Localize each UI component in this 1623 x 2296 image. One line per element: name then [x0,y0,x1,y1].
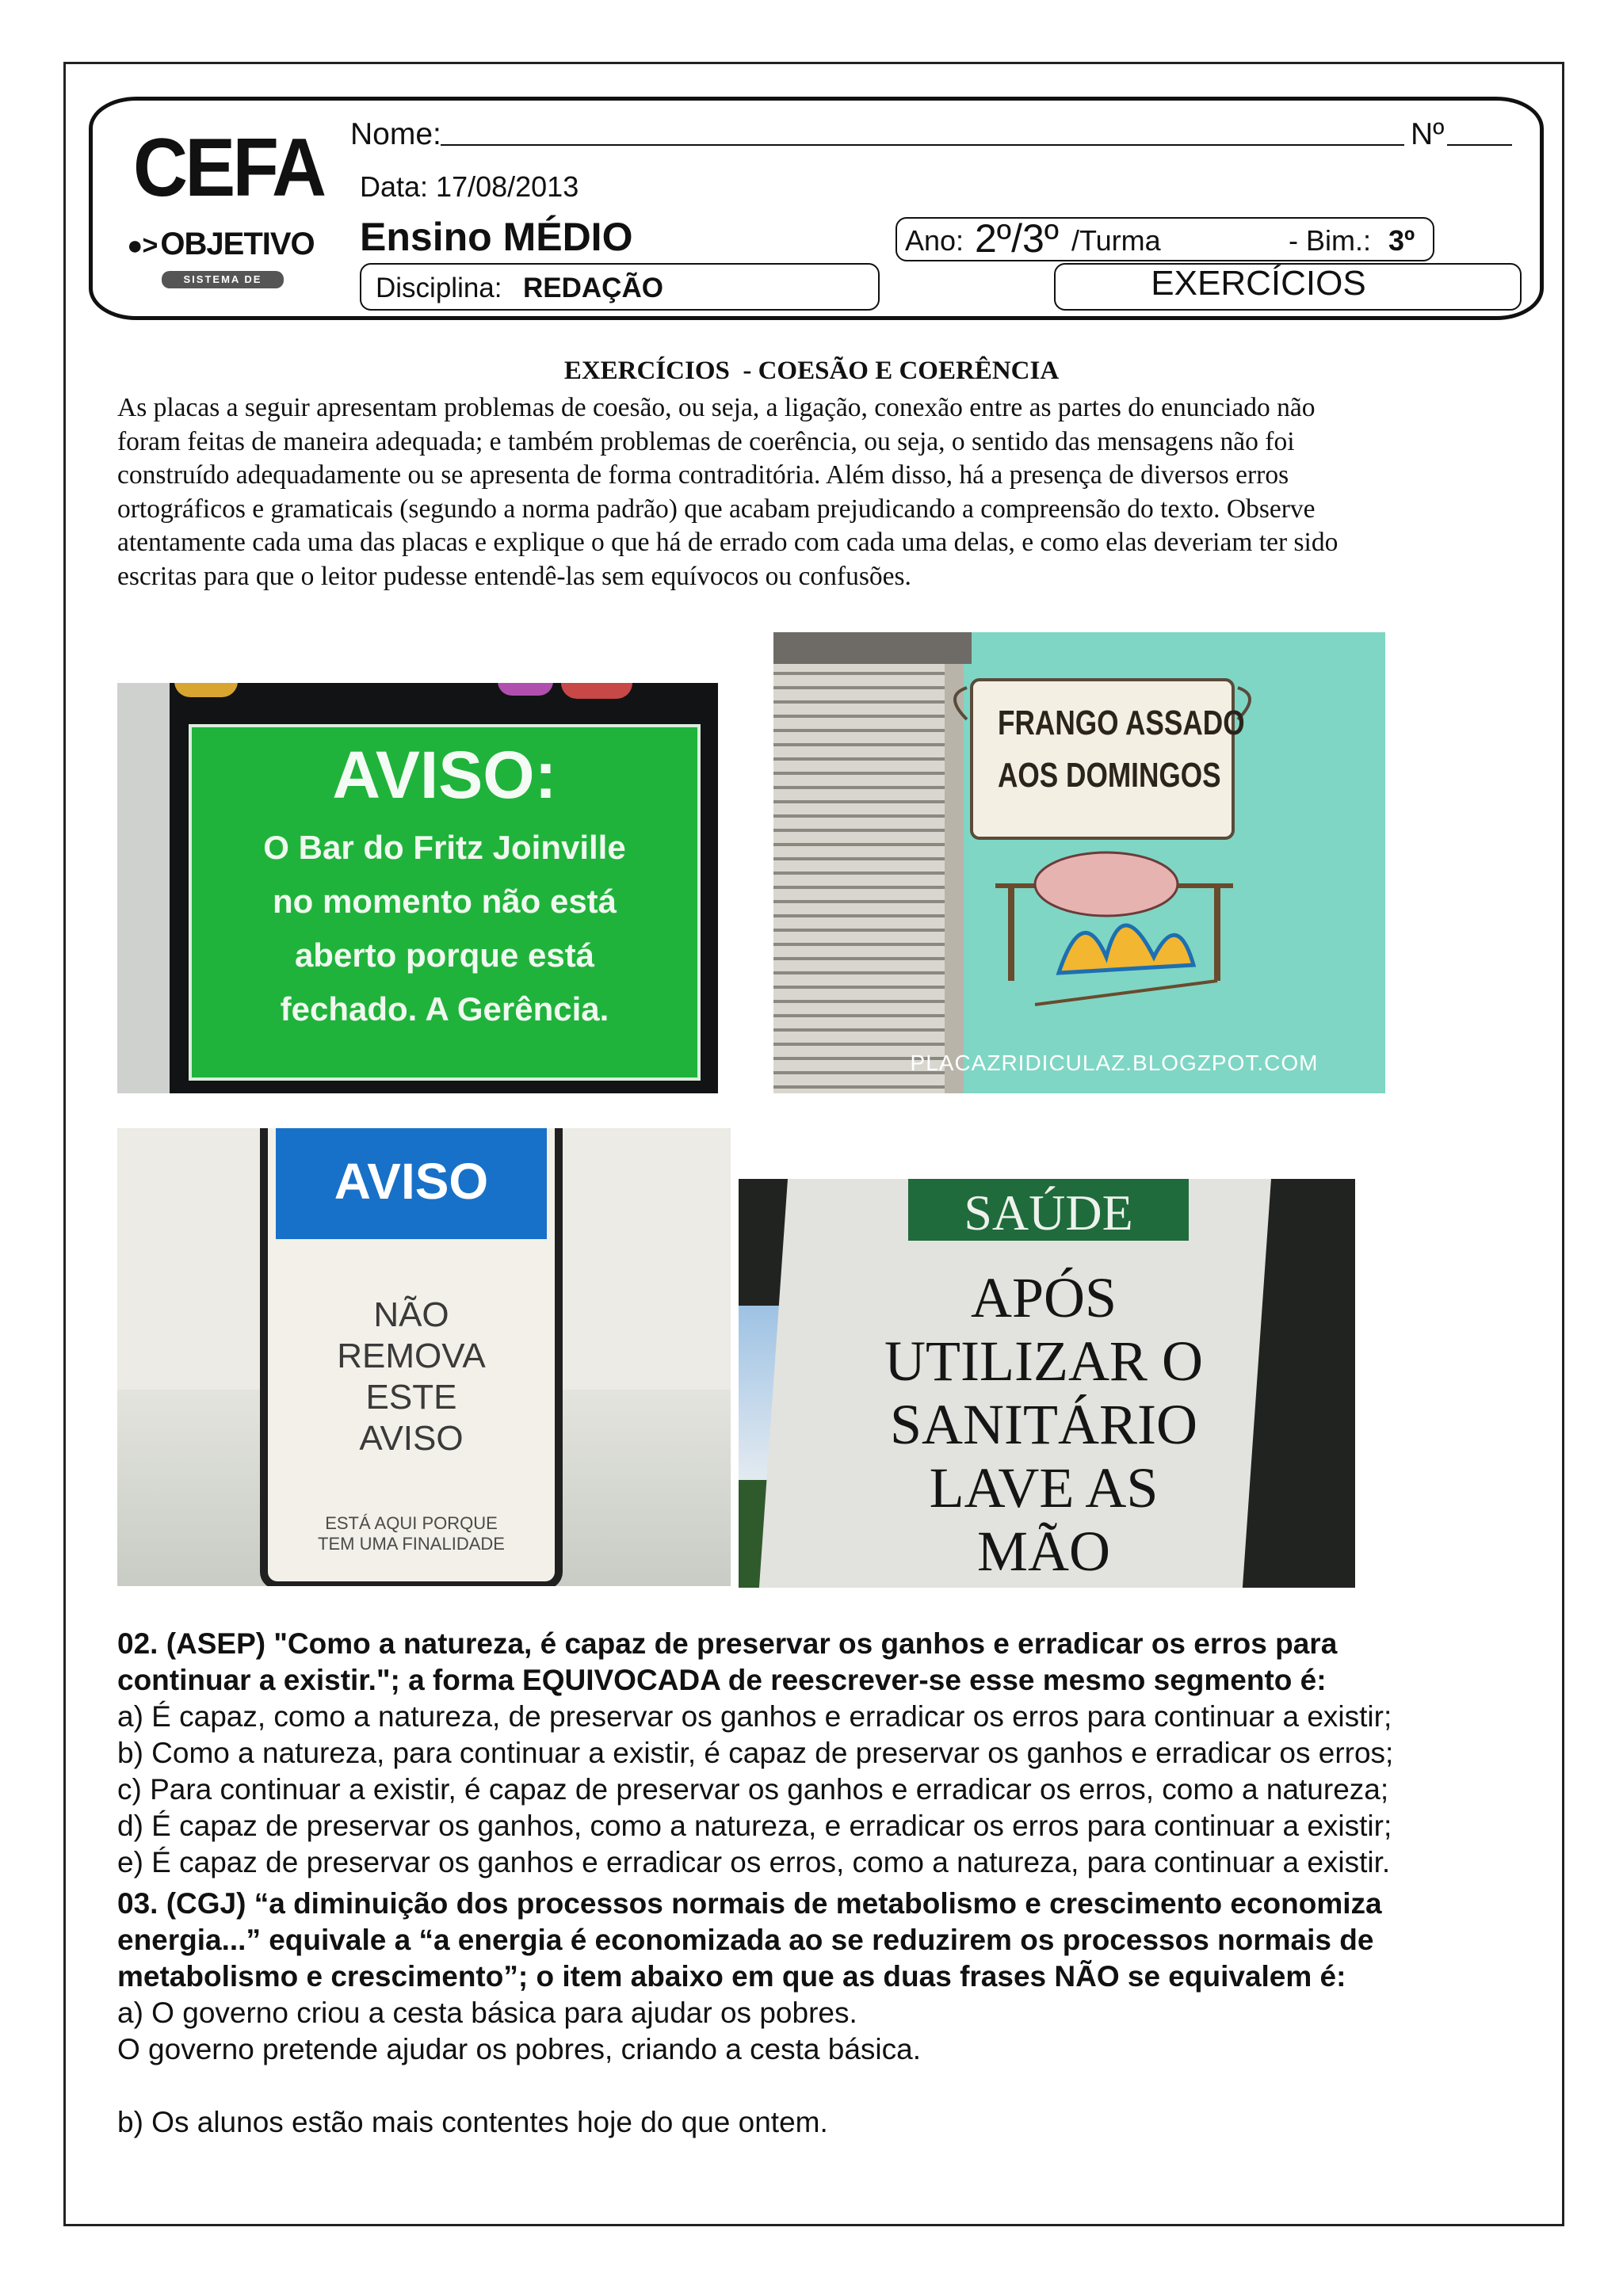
discipline-label: Disciplina: [376,273,502,303]
answer-option: c) Para continuar a existir, é capaz de preservar os ganhos e erradicar os erros, como a natureza; [117,1773,1389,1806]
aviso-sign-message [260,1295,563,1459]
bim-label: - Bim.: [1289,224,1371,257]
scroll-curl [955,688,967,719]
question-03 [117,1886,1528,2141]
question-prompt: continuar a existir."; a forma EQUIVOCADA de reescrever-se esse mesmo segmento é: [117,1664,1327,1696]
answer-option: O governo pretende ajudar os pobres, criando a cesta básica. [117,2033,922,2065]
intro-line: construído adequadamente ou se apresenta de forma contraditória. Além disso, há a presença de diversos erros [117,460,1289,490]
objetivo-mark-icon: ●> [127,231,158,261]
firewood [1035,981,1217,1005]
saude-line: LAVE AS [929,1456,1159,1520]
saude-sign-title: SAÚDE [964,1184,1133,1241]
intro-line: ortográficos e gramaticais (segundo a norma padrão) que acabam prejudicando a compreensão do texto. Observe [117,494,1316,524]
saude-sign-message [810,1266,1277,1583]
intro-line: foram feitas de maneira adequada; e também problemas de coerência, ou seja, o sentido das mensagens não foi [117,426,1295,456]
logo-sub-text: OBJETIVO [160,227,315,261]
answer-option: d) É capaz de preservar os ganhos, como a natureza, e erradicar os erros para continuar a existir; [117,1810,1392,1842]
aviso-line: AVISO [359,1419,464,1458]
fire-icon [1059,925,1193,973]
number-field[interactable] [1447,144,1512,146]
intro-paragraph [117,391,1509,593]
aviso-line: ESTE [365,1378,457,1417]
school-logo [127,122,325,303]
frango-credit: PLACAZRIDICULAZ.BLOGZPOT.COM [910,1051,1319,1075]
question-prompt: energia...” equivale a “a energia é economizada ao se reduzirem os processos normais de [117,1924,1374,1956]
type-label: EXERCÍCIOS [1151,264,1366,303]
date-text: Data: 17/08/2013 [360,170,579,203]
saude-line: APÓS [970,1266,1117,1329]
question-prompt: 02. (ASEP) "Como a natureza, é capaz de preservar os ganhos e erradicar os erros para [117,1627,1338,1660]
intro-line: escritas para que o leitor pudesse entendê-las sem equívocos ou confusões. [117,561,911,591]
intro-line: atentamente cada uma das placas e explique o que há de errado com cada uma delas, e como elas deveriam ter sido [117,528,1338,557]
answer-option: e) É capaz de preservar os ganhos e erradicar os erros, como a natureza, para continuar a existir. [117,1846,1391,1878]
name-label: Nome: [350,117,441,151]
question-prompt: metabolismo e crescimento”; o item abaixo em que as duas frases NÃO se equivalem é: [117,1960,1346,1993]
bar-sign-line: aberto porque está [294,936,595,974]
bar-sign-line: fechado. A Gerência. [280,990,609,1028]
logo-tagline: SISTEMA DE ENSINO [162,271,284,288]
aviso-line: NÃO [373,1295,449,1334]
saude-line: MÃO [976,1520,1110,1583]
saude-line: UTILIZAR O [884,1329,1203,1393]
answer-option: b) Os alunos estão mais contentes hoje do que ontem. [117,2106,828,2138]
bim-value: 3º [1388,224,1415,257]
roast-pig-icon [1035,852,1178,916]
bar-sign-title: AVISO: [332,738,557,812]
frango-sign-text [998,697,1245,802]
aviso-sign-footer [260,1513,563,1554]
photo-saude-sign [739,1179,1355,1588]
logo-sub [127,228,315,260]
level-text: Ensino MÉDIO [360,215,633,259]
section-title: EXERCÍCIOS - COESÃO E COERÊNCIA [563,357,1060,385]
aviso-line: REMOVA [337,1337,486,1375]
aviso-sign-title: AVISO [334,1153,489,1210]
class-label: /Turma [1071,224,1161,257]
photo-frango-sign [773,632,1385,1093]
question-prompt: 03. (CGJ) “a diminuição dos processos normais de metabolismo e crescimento economiza [117,1887,1382,1920]
bar-sign-line: O Bar do Fritz Joinville [263,829,626,866]
bar-sign-line: no momento não está [272,883,617,920]
discipline-value: REDAÇÃO [523,273,663,303]
aviso-footer-line: ESTÁ AQUI PORQUE [325,1513,498,1533]
frango-line: AOS DOMINGOS [998,756,1221,795]
aviso-footer-line: TEM UMA FINALIDADE [318,1534,505,1554]
year-label: Ano: [905,224,964,257]
name-field[interactable] [441,144,1404,146]
answer-option: b) Como a natureza, para continuar a existir, é capaz de preservar os ganhos e erradicar os erros; [117,1737,1394,1769]
frango-line: FRANGO ASSADO [998,704,1245,742]
saude-line: SANITÁRIO [890,1393,1197,1456]
logo-brand: CEFA [133,122,324,214]
answer-option: a) É capaz, como a natureza, de preservar os ganhos e erradicar os erros para continuar a existir; [117,1700,1392,1733]
intro-line: As placas a seguir apresentam problemas de coesão, ou seja, a ligação, conexão entre as partes do enunciado não [117,393,1316,422]
question-02 [117,1626,1528,1881]
photo-aviso-sign [117,1128,731,1586]
year-value: 2º/3º [975,216,1060,261]
bar-sign-message [170,821,718,1036]
answer-option: a) O governo criou a cesta básica para ajudar os pobres. [117,1997,857,2029]
photo-bar-sign [117,683,718,1093]
number-label: Nº [1411,117,1445,151]
